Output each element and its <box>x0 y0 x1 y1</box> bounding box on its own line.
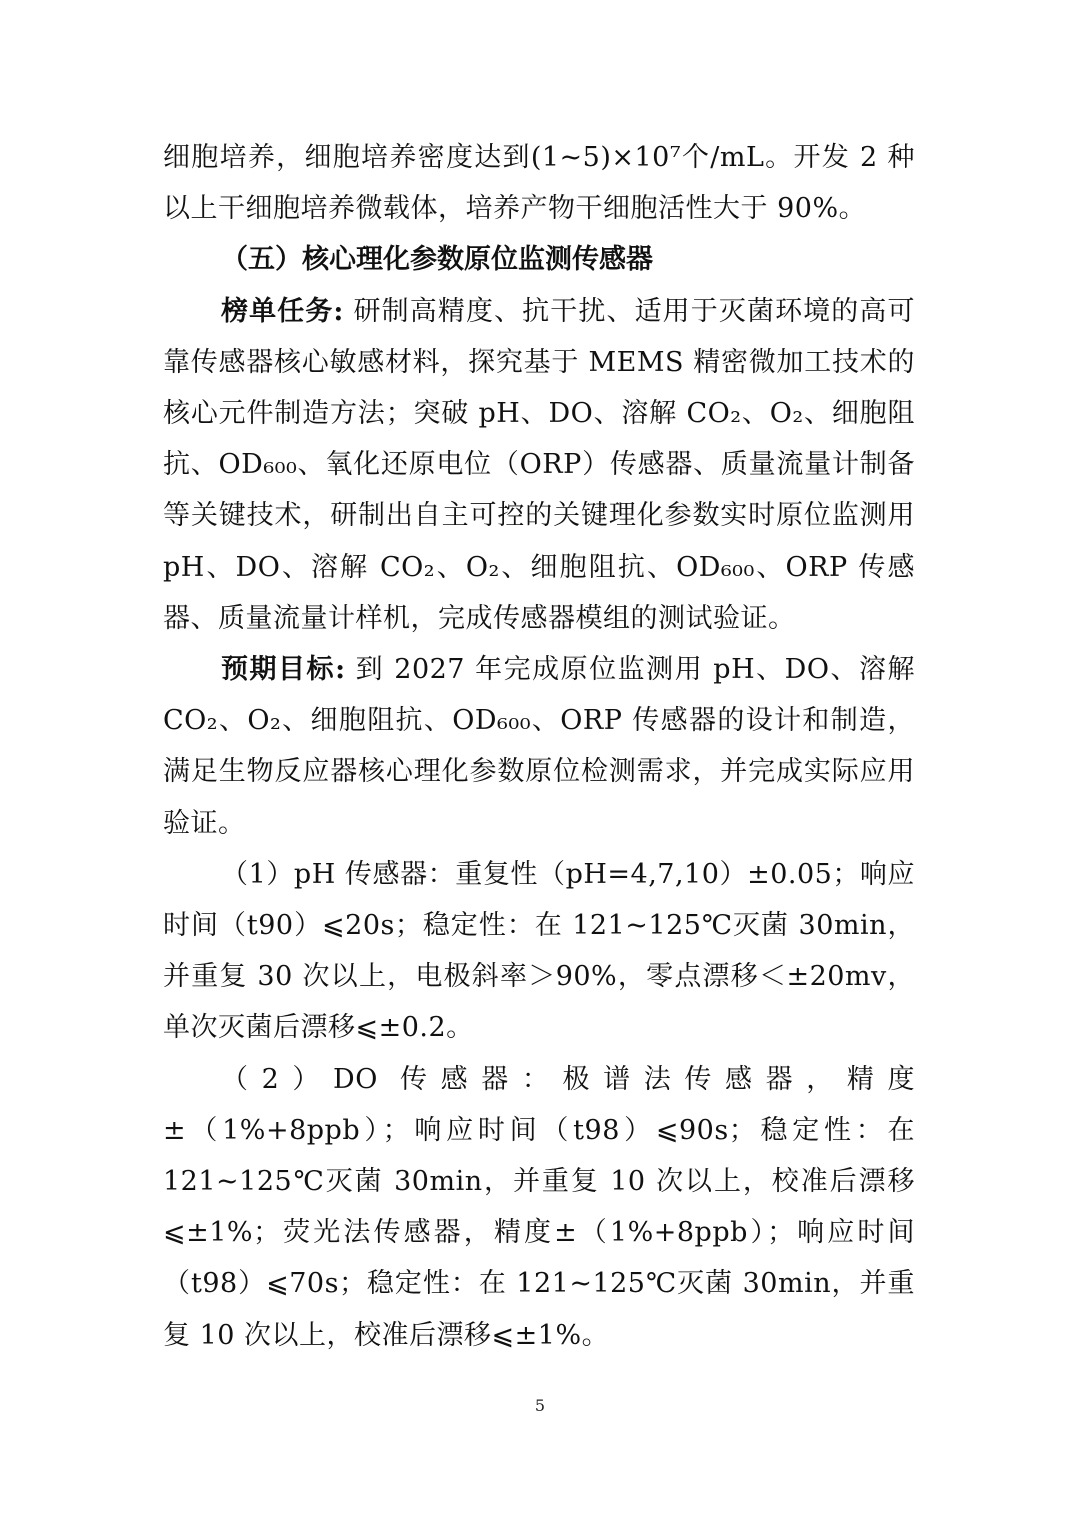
paragraph-task <box>163 286 915 644</box>
paragraph-goal <box>163 644 915 849</box>
task-text: 研制高精度、抗干扰、适用于灭菌环境的高可靠传感器核心敏感材料，探究基于 MEMS 精密微加工技术的核心元件制造方法；突破 pH、DO、溶解 CO₂、O₂、细胞阻抗、OD₆₀₀、氧化还原电位（ORP）传感器、质量流量计制备等关键技术，研制出自主可控的关键理化参数实时原位监测用 pH、DO、溶解 CO₂、O₂、细胞阻抗、OD₆₀₀、ORP 传感器、质量流量计样机，完成传感器模组的测试验证。 <box>163 295 915 634</box>
paragraph-cell-culture: 细胞培养，细胞培养密度达到(1~5)×10⁷个/mL。开发 2 种以上干细胞培养微载体，培养产物干细胞活性大于 90%。 <box>163 142 915 225</box>
task-label: 榜单任务: <box>221 295 344 327</box>
goal-label: 预期目标: <box>221 654 346 686</box>
goal-text: 到 2027 年完成原位监测用 pH、DO、溶解 CO₂、O₂、细胞阻抗、OD₆₀₀、ORP 传感器的设计和制造，满足生物反应器核心理化参数原位检测需求，并完成实际应用验证。 <box>163 654 916 839</box>
page-content <box>163 132 915 1361</box>
paragraph-ph-sensor: （1）pH 传感器：重复性（pH=4,7,10）±0.05；响应时间（t90）⩽20s；稳定性：在 121~125℃灭菌 30min，并重复 30 次以上，电极斜率＞90%，零点漂移＜±20mv，单次灭菌后漂移⩽±0.2。 <box>163 858 915 1044</box>
paragraph-do-sensor: （2）DO 传感器：极谱法传感器，精度±（1%+8ppb）；响应时间（t98）⩽90s；稳定性：在 121~125℃灭菌 30min，并重复 10 次以上，校准后漂移⩽±1%；荧光法传感器，精度±（1%+8ppb）；响应时间（t98）⩽70s；稳定性：在 121~125℃灭菌 30min，并重复 10 次以上，校准后漂移⩽±1%。 <box>163 1063 915 1351</box>
page-number: 5 <box>534 1396 546 1415</box>
section-heading: （五）核心理化参数原位监测传感器 <box>221 244 653 276</box>
